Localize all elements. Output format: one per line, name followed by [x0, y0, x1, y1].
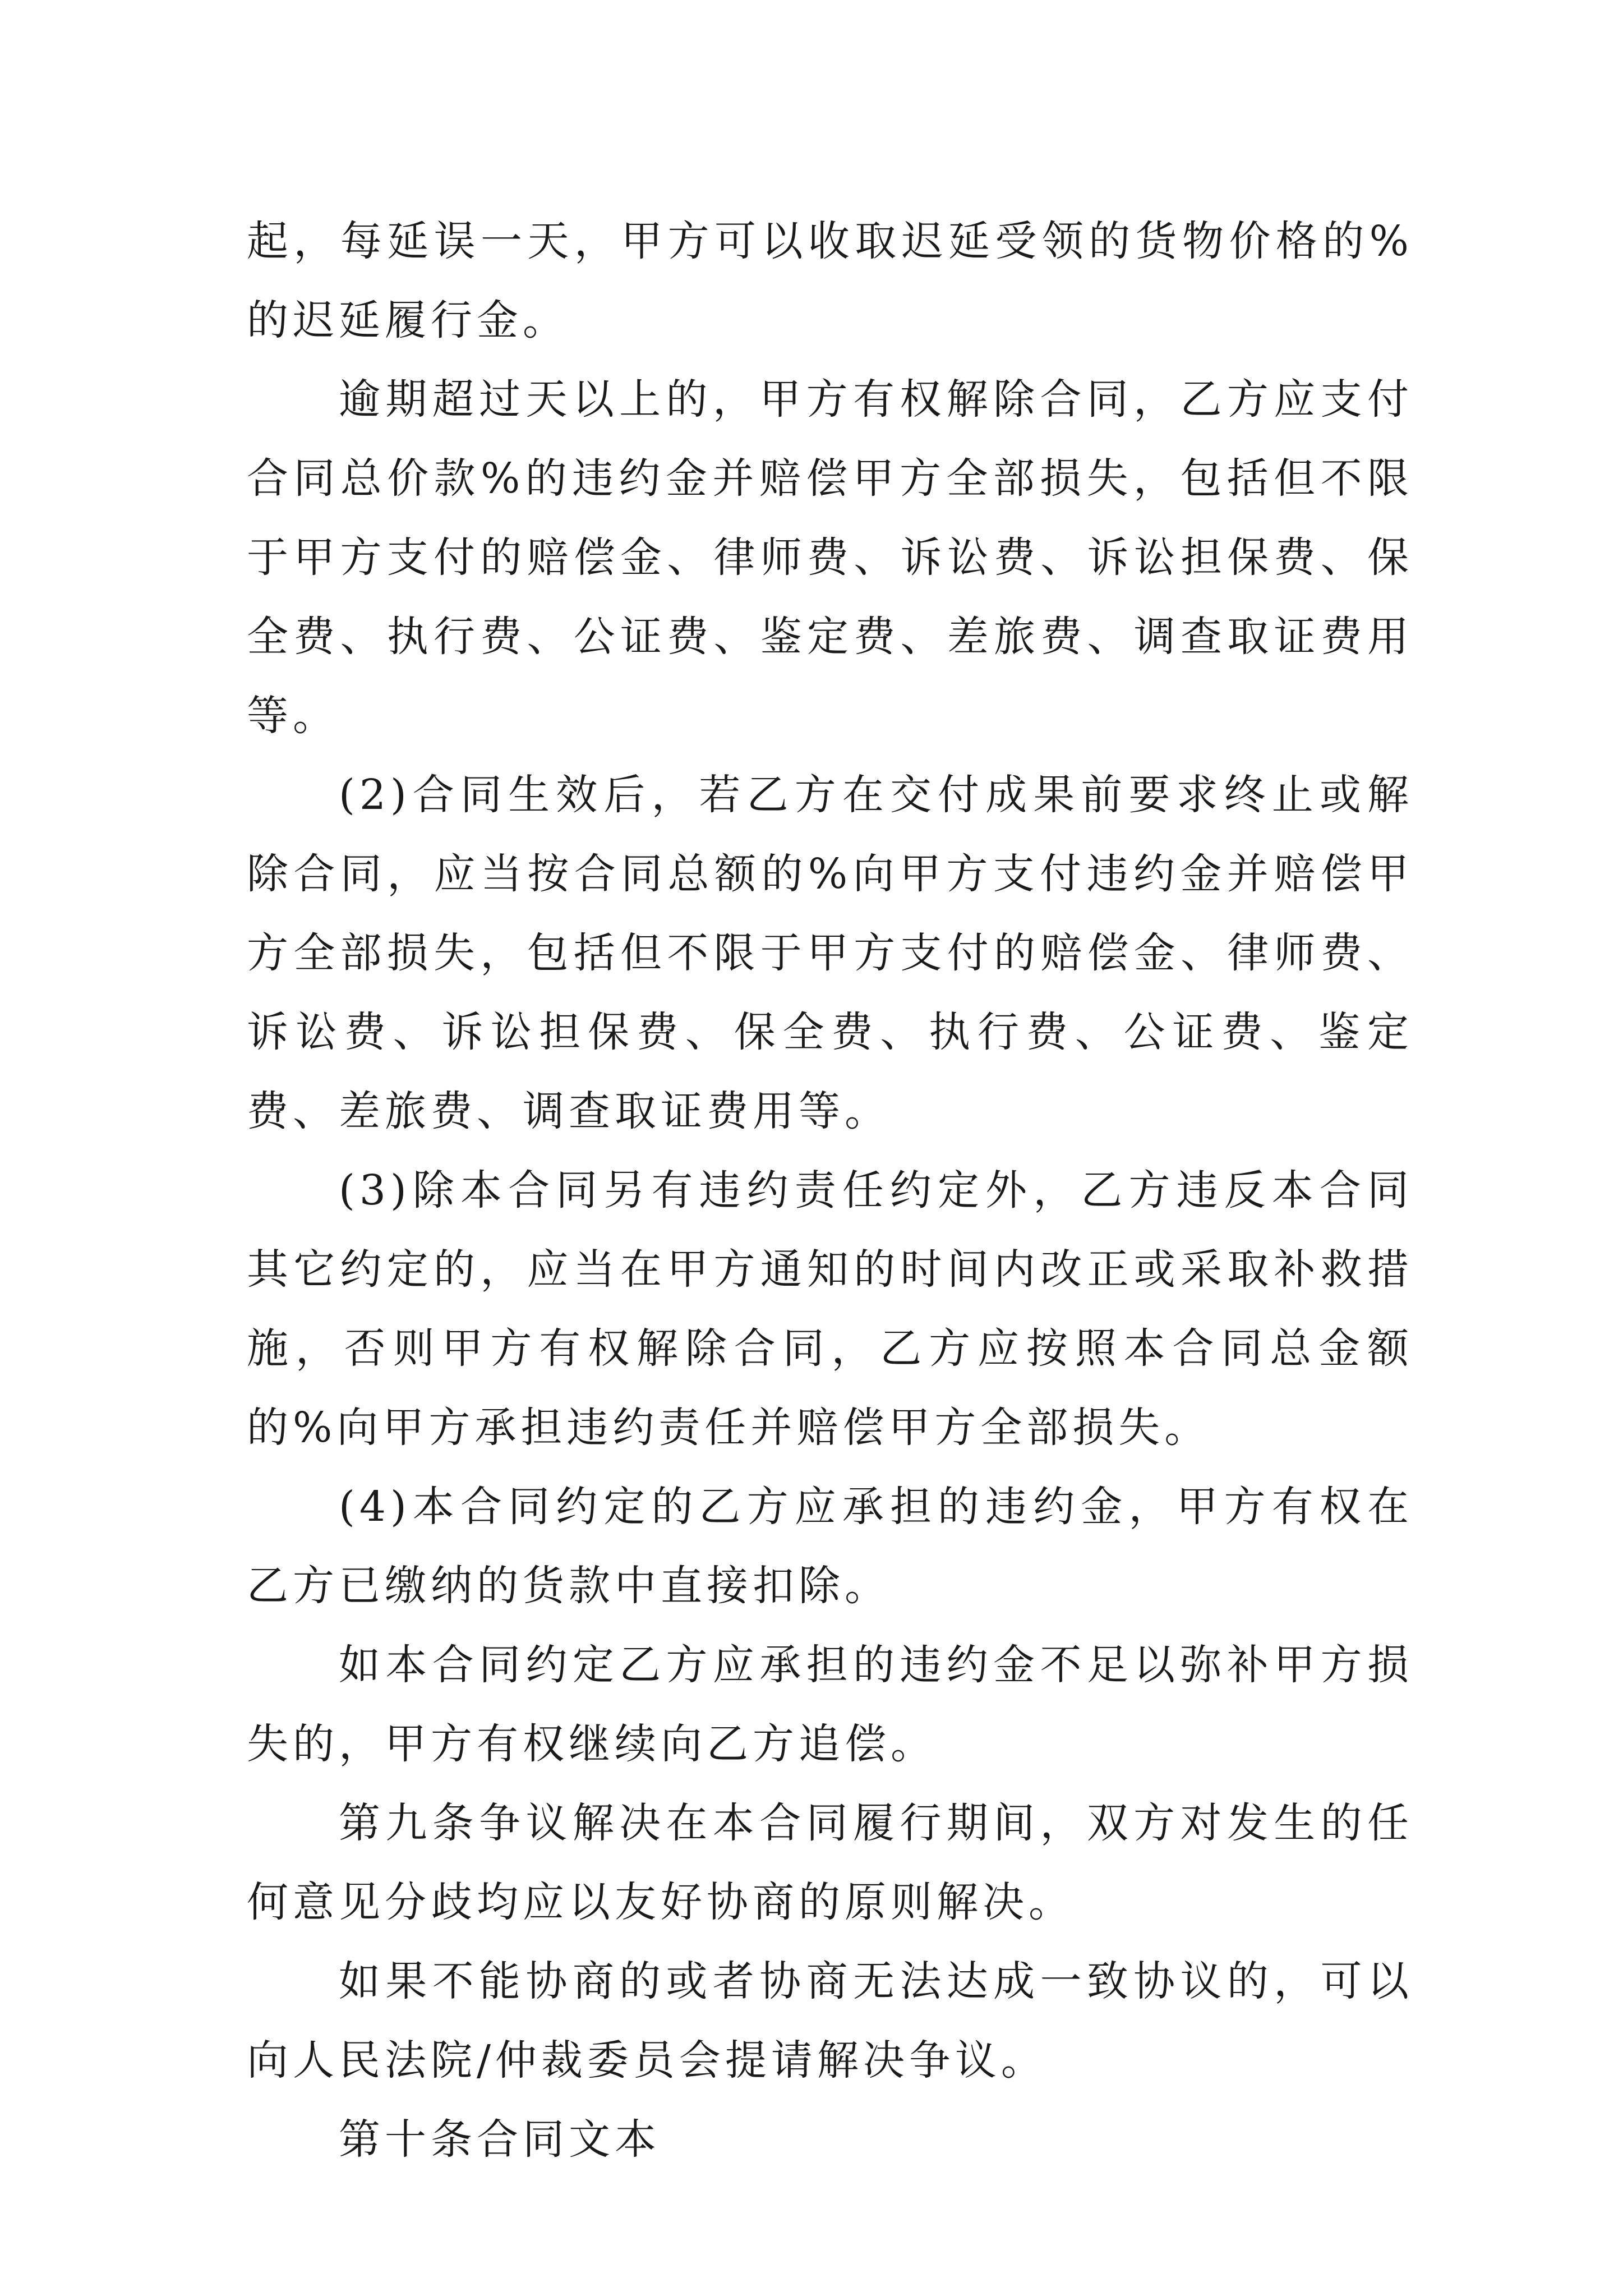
paragraph-article-9: 第九条争议解决在本合同履行期间，双方对发生的任何意见分歧均应以友好协商的原则解决。 — [247, 1799, 1413, 1926]
paragraph-clause-3: (3)除本合同另有违约责任约定外，乙方违反本合同其它约定的，应当在甲方通知的时间内改正或采取补救措施，否则甲方有权解除合同，乙方应按照本合同总金额的%向甲方承担违约责任并赔偿甲方全部损失。 — [247, 1166, 1413, 1452]
paragraph-clause-2: (2)合同生效后，若乙方在交付成果前要求终止或解除合同，应当按合同总额的%向甲方支付违约金并赔偿甲方全部损失，包括但不限于甲方支付的赔偿金、律师费、诉讼费、诉讼担保费、保全费、执行费、公证费、鉴定费、差旅费、调查取证费用等。 — [247, 771, 1413, 1135]
paragraph-compensation: 如本合同约定乙方应承担的违约金不足以弥补甲方损失的，甲方有权继续向乙方追偿。 — [247, 1641, 1413, 1768]
paragraph-overdue-termination: 逾期超过天以上的，甲方有权解除合同，乙方应支付合同总价款%的违约金并赔偿甲方全部损失，包括但不限于甲方支付的赔偿金、律师费、诉讼费、诉讼担保费、保全费、执行费、公证费、鉴定费、差旅费、调查取证费用等。 — [247, 375, 1413, 740]
document-body — [247, 202, 1413, 2179]
paragraph-continuation: 起，每延误一天，甲方可以收取迟延受领的货物价格的%的迟延履行金。 — [247, 217, 1413, 344]
paragraph-clause-4: (4)本合同约定的乙方应承担的违约金，甲方有权在乙方已缴纳的货款中直接扣除。 — [247, 1483, 1413, 1610]
paragraph-dispute-resolution: 如果不能协商的或者协商无法达成一致协议的，可以向人民法院/仲裁委员会提请解决争议。 — [247, 1957, 1413, 2085]
paragraph-article-10: 第十条合同文本 — [339, 2115, 661, 2164]
